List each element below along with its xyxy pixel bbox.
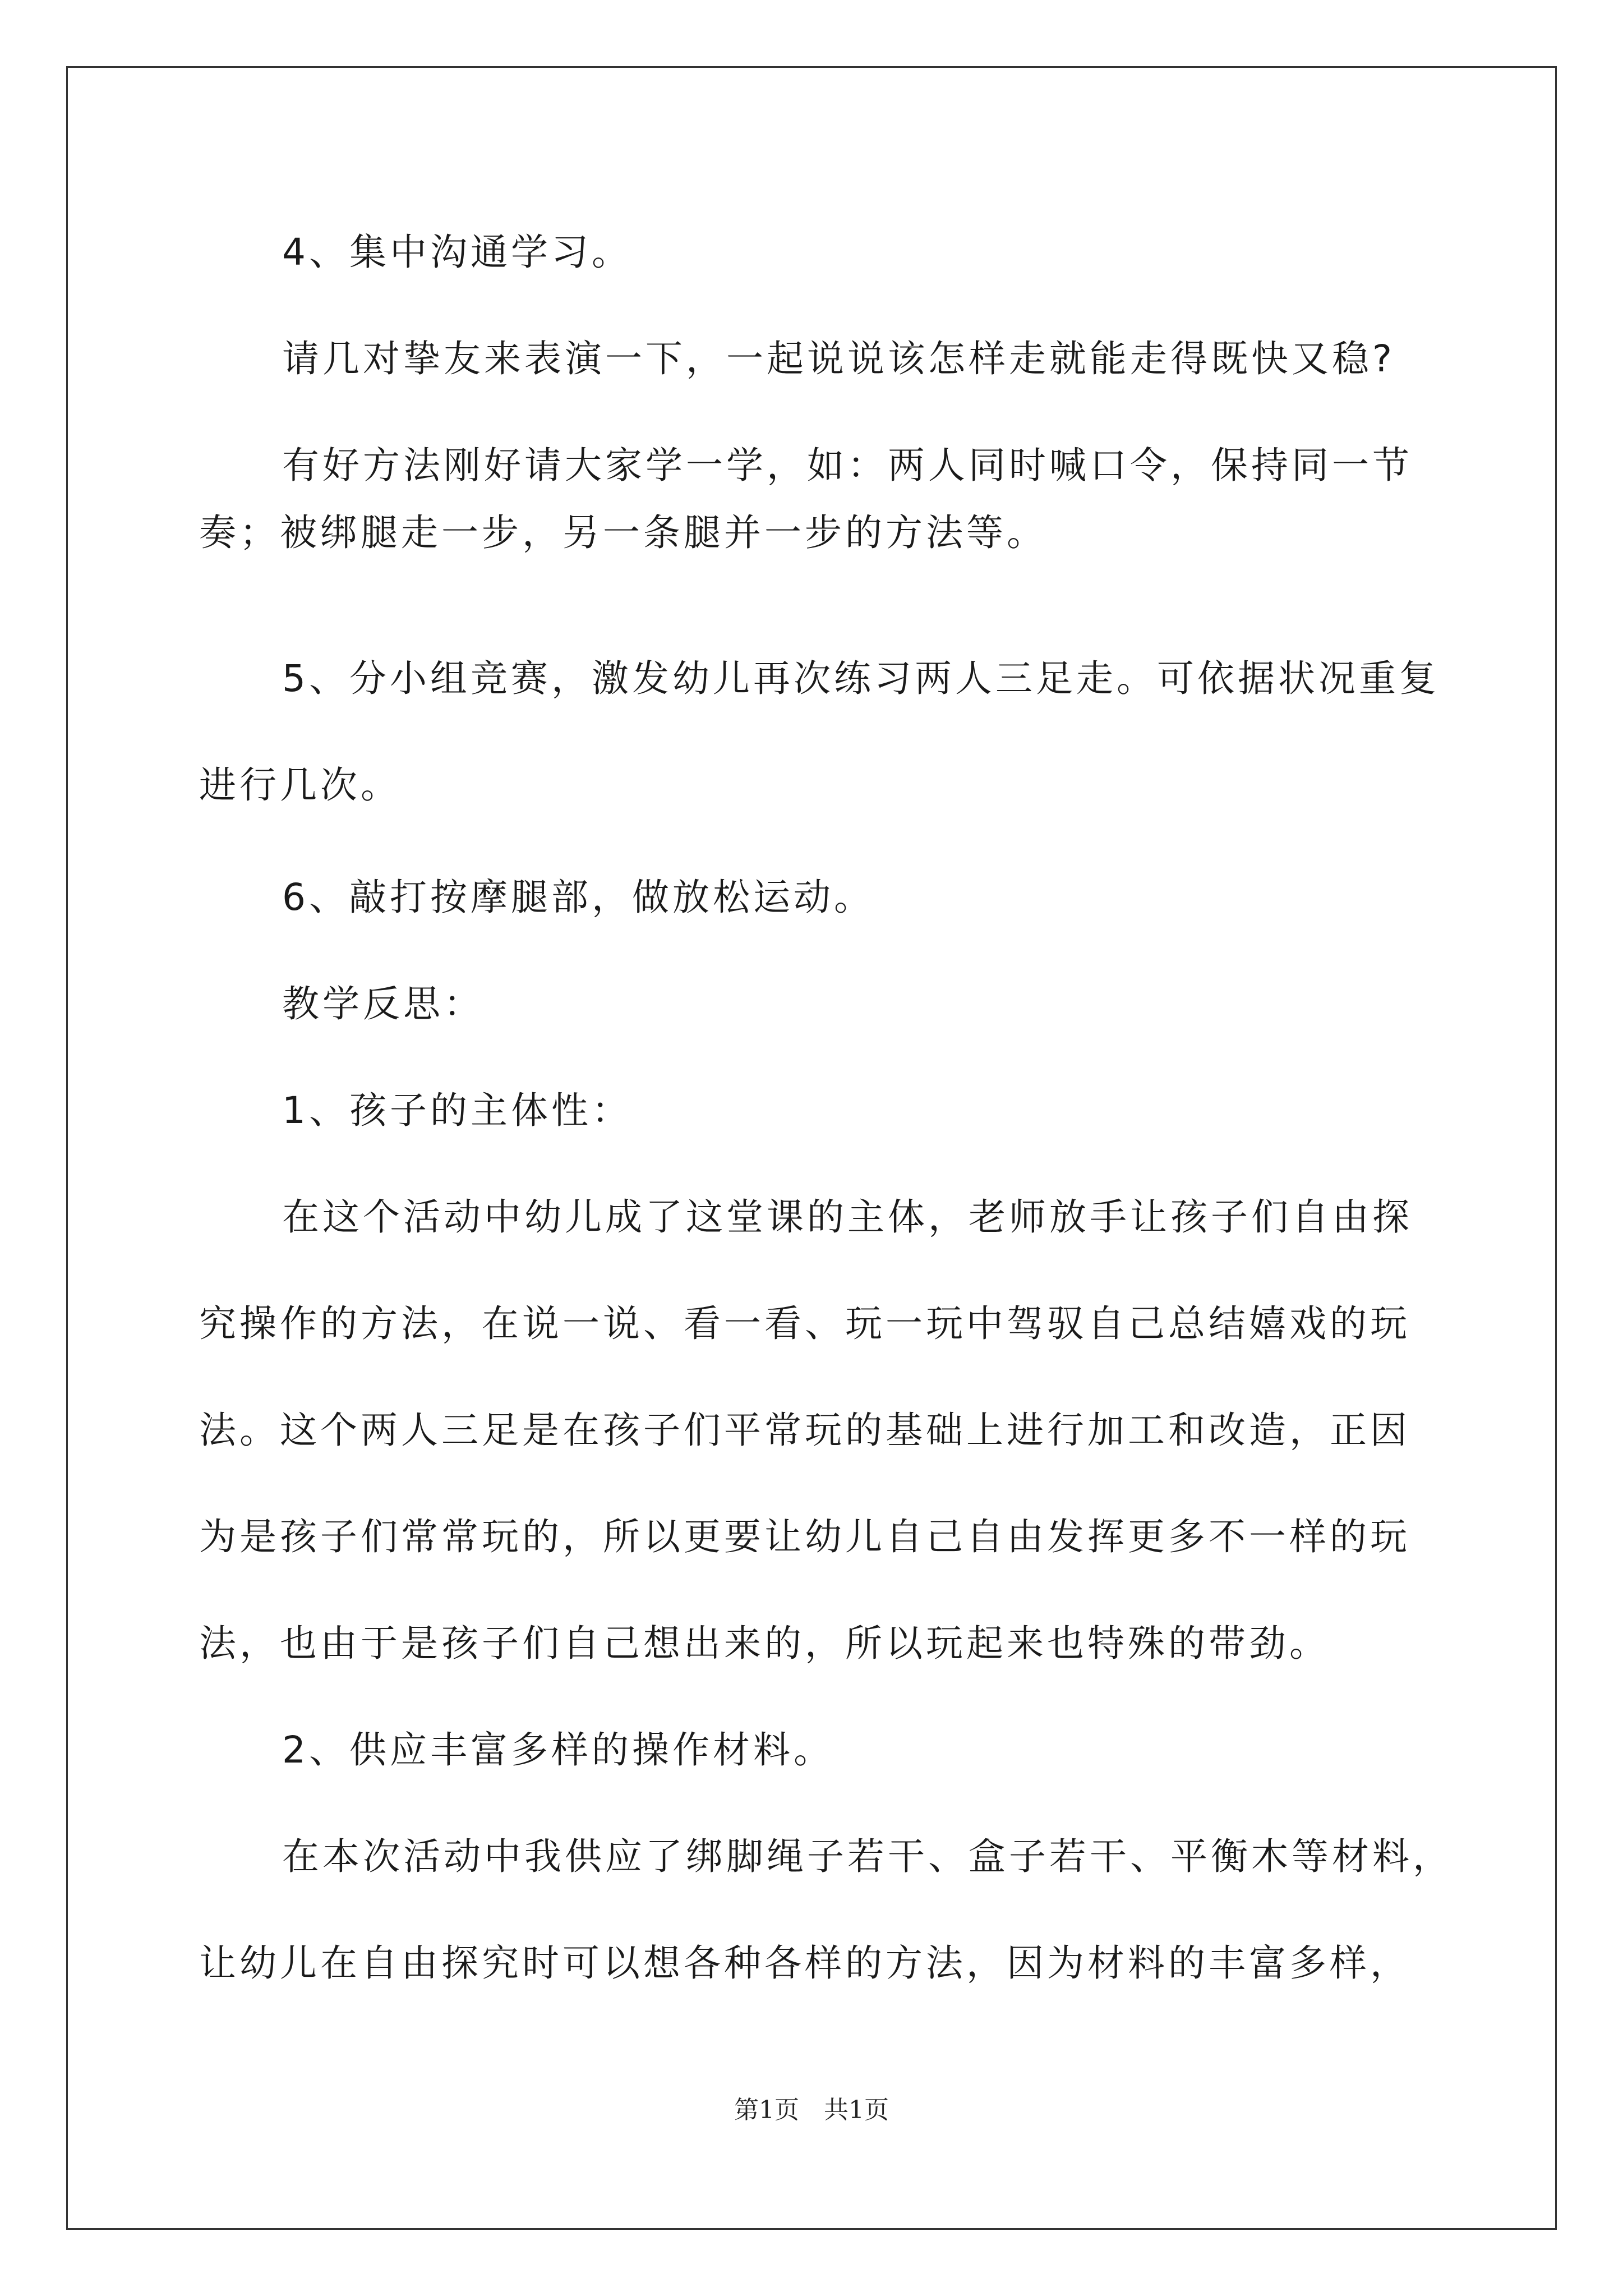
text-line: 请几对挚友来表演一下，一起说说该怎样走就能走得既快又稳?	[282, 337, 1396, 380]
text-line: 4、集中沟通学习。	[282, 231, 632, 274]
text-line: 法。这个两人三足是在孩子们平常玩的基础上进行加工和改造，正因	[199, 1409, 1410, 1452]
page-border	[66, 66, 1557, 2230]
text-line: 2、供应丰富多样的操作材料。	[282, 1728, 834, 1772]
text-line: 法，也由于是孩子们自己想出来的，所以玩起来也特殊的带劲。	[199, 1622, 1330, 1665]
text-line: 在本次活动中我供应了绑脚绳子若干、盒子若干、平衡木等材料，	[282, 1835, 1453, 1878]
text-line: 有好方法刚好请大家学一学，如：两人同时喊口令，保持同一节	[282, 444, 1413, 487]
text-line: 为是孩子们常常玩的，所以更要让幼儿自己自由发挥更多不一样的玩	[199, 1515, 1410, 1558]
page-number: 第1页 共1页	[734, 2096, 889, 2124]
text-line: 6、敲打按摩腿部，做放松运动。	[282, 876, 874, 919]
text-line: 在这个活动中幼儿成了这堂课的主体，老师放手让孩子们自由探	[282, 1195, 1413, 1239]
text-line: 5、分小组竞赛，激发幼儿再次练习两人三足走。可依据状况重复	[282, 657, 1440, 700]
text-line: 奏；被绑腿走一步，另一条腿并一步的方法等。	[199, 511, 1047, 554]
text-line: 让幼儿在自由探究时可以想各种各样的方法，因为材料的丰富多样，	[199, 1941, 1410, 1985]
text-line: 究操作的方法，在说一说、看一看、玩一玩中驾驭自己总结嬉戏的玩	[199, 1302, 1410, 1345]
text-line: 教学反思：	[282, 982, 484, 1025]
text-line: 进行几次。	[199, 763, 401, 807]
text-line: 1、孩子的主体性：	[282, 1089, 632, 1132]
